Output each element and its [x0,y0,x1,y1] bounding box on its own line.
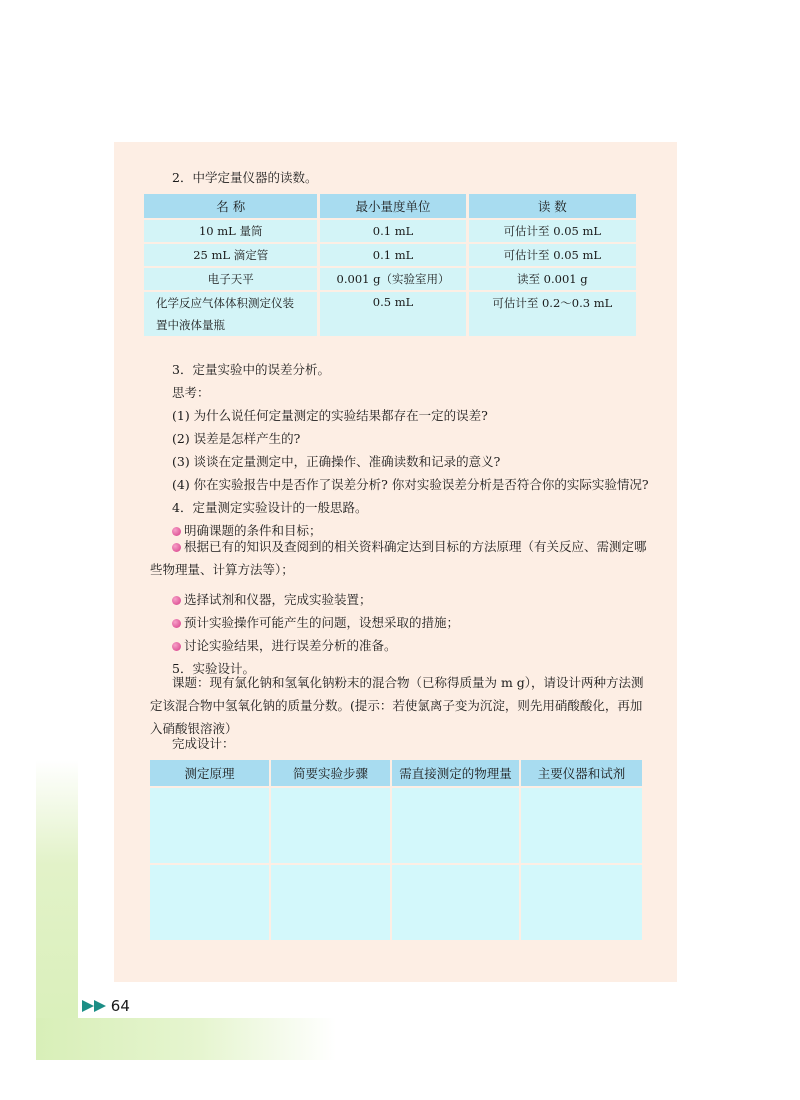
bullet-text: 讨论实验结果，进行误差分析的准备。 [184,638,397,653]
table-cell: 0.1 mL [320,244,465,268]
table-cell: 0.1 mL [320,220,465,244]
table-cell [144,292,317,338]
table-row [150,786,642,863]
blank-cell[interactable] [392,863,519,940]
table-row [144,244,636,268]
column-header: 需直接测定的物理量 [392,760,519,786]
table-row [144,220,636,244]
bullet-text: 根据已有的知识及查阅到的相关资料确定达到目标的方法原理（有关反应、需测定哪些物理量、计算方法等）； [150,539,647,577]
section5-heading: 5．实验设计。 [172,661,255,676]
table-cell: 10 mL 量筒 [144,220,317,244]
table-cell: 0.001 g（实验室用） [320,268,465,292]
bullet-icon [172,543,181,552]
bullet-text: 选择试剂和仪器，完成实验装置； [184,592,372,607]
table-header-row [150,760,642,786]
column-header: 测定原理 [150,760,269,786]
bullet-icon [172,596,181,605]
double-arrow-icon [94,1000,106,1012]
bullet-item [150,535,650,581]
bullet-item [172,613,459,633]
section3-heading: 3．定量实验中的误差分析。 [172,362,330,377]
blank-cell[interactable] [150,863,269,940]
question-item: (2) 误差是怎样产生的? [172,431,301,446]
table-cell: 电子天平 [144,268,317,292]
column-header: 简要实验步骤 [271,760,390,786]
column-header: 读 数 [469,194,636,220]
bullet-item [172,590,372,610]
table-cell: 0.5 mL [320,292,465,338]
page-footer [82,997,130,1015]
cell-line: 置中液体量瓶 [156,318,225,332]
blank-cell[interactable] [271,863,390,940]
column-header: 主要仪器和试剂 [521,760,642,786]
topic-paragraph: 课题：现有氯化钠和氢氧化钠粉末的混合物（已称得质量为 m g），请设计两种方法测定该混合物中氢氧化钠的质量分数。(提示：若使氯离子变为沉淀，则先用硝酸酸化，再加入硝酸银溶液） [150,675,644,736]
bullet-icon [172,619,181,628]
section4-heading: 4．定量测定实验设计的一般思路。 [172,500,368,515]
bullet-text: 预计实验操作可能产生的问题，设想采取的措施； [184,615,460,630]
column-header: 名 称 [144,194,317,220]
table-cell: 可估计至 0.05 mL [469,220,636,244]
table-cell: 25 mL 滴定管 [144,244,317,268]
blank-cell[interactable] [392,786,519,863]
table-row [144,268,636,292]
table-header-row [144,194,636,220]
table-row [144,292,636,338]
complete-design-label: 完成设计： [172,736,235,751]
table-cell: 可估计至 0.2～0.3 mL [469,292,636,338]
table-cell: 可估计至 0.05 mL [469,244,636,268]
design-table [148,760,644,940]
page-number: 64 [110,997,130,1015]
think-label: 思考： [172,385,210,400]
table-row [150,863,642,940]
bullet-item [172,636,397,656]
decorative-green-strip [36,760,78,1060]
double-arrow-icon [82,1000,94,1012]
column-header: 最小量度单位 [320,194,465,220]
bullet-icon [172,642,181,651]
decorative-green-band [36,1018,336,1060]
question-item: (1) 为什么说任何定量测定的实验结果都存在一定的误差? [172,408,488,423]
blank-cell[interactable] [521,786,642,863]
question-item: (4) 你在实验报告中是否作了误差分析? 你对实验误差分析是否符合你的实际实验情况? [172,477,649,492]
blank-cell[interactable] [150,786,269,863]
cell-line: 化学反应气体体积测定仪装 [156,296,294,310]
section2-heading: 2．中学定量仪器的读数。 [172,170,318,185]
instrument-table [141,194,639,338]
blank-cell[interactable] [521,863,642,940]
blank-cell[interactable] [271,786,390,863]
table-cell: 读至 0.001 g [469,268,636,292]
bullet-text: 明确课题的条件和目标； [184,523,322,538]
question-item: (3) 谈谈在定量测定中，正确操作、准确读数和记录的意义? [172,454,501,469]
